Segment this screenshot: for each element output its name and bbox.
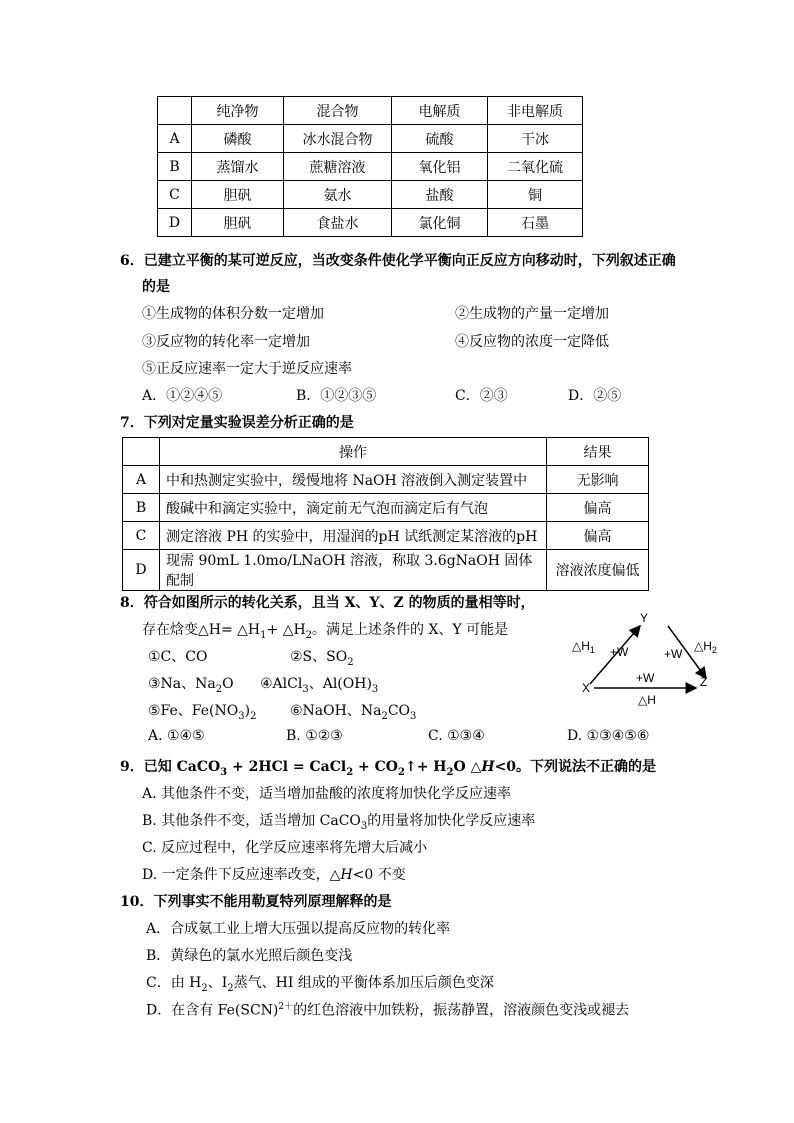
node-x-label: X — [582, 681, 591, 695]
q8-option-a[interactable]: A. ①④⑤ — [148, 728, 205, 744]
table-cell: 石墨 — [488, 209, 583, 237]
q6-option-a[interactable]: A．①②④⑤ — [142, 388, 223, 404]
table-cell: 蔗糖溶液 — [284, 153, 392, 181]
classification-table — [157, 96, 583, 237]
q10-option-d[interactable]: D．在含有 Fe(SCN)$^{2+}$的红色溶液中加铁粉，振荡静置，溶液颜色变浅或褪去 — [146, 1002, 630, 1019]
node-y-label: Y — [640, 611, 649, 625]
table-cell: D — [158, 209, 192, 237]
q8-choice-3: ③Na、$Na_2O$ — [148, 676, 234, 695]
q9-stem: 9．已知 CaCO$_3$ + 2HCl = CaCl$_2$ + $CO_2↑+ H_2O$ △H<0。下列说法不正确的是 — [120, 759, 657, 778]
header-cell — [158, 97, 192, 125]
header-cell: 非电解质 — [488, 97, 583, 125]
table-cell: 中和热测定实验中，缓慢地将 NaOH 溶液倒入测定装置中 — [160, 466, 547, 494]
q6-option-d[interactable]: D．②⑤ — [568, 388, 622, 404]
table-row — [158, 125, 583, 153]
experiment-table — [122, 437, 649, 591]
q6-statement-3: ③反应物的转化率一定增加 — [142, 334, 310, 350]
table-cell: 偏高 — [547, 494, 649, 522]
q10-option-c[interactable]: C．由 $H_2$、$I_2$蒸气、HI 组成的平衡体系加压后颜色变深 — [146, 975, 494, 994]
table-header-row — [123, 438, 649, 466]
w-label-3: +W — [636, 671, 655, 685]
table-cell: C — [158, 181, 192, 209]
q9-option-d[interactable]: D. 一定条件下反应速率改变，△H<0 不变 — [142, 867, 406, 883]
q6-statement-1: ①生成物的体积分数一定增加 — [142, 306, 324, 322]
q8-choice-2: ②S、$SO_2$ — [290, 649, 354, 668]
table-cell: 测定溶液 PH 的实验中，用湿润的pH 试纸测定某溶液的pH — [160, 522, 547, 550]
table-cell: 食盐水 — [284, 209, 392, 237]
table-row — [123, 494, 649, 522]
q8-choice-1: ①C、CO — [148, 649, 208, 665]
header-cell: 电解质 — [392, 97, 488, 125]
header-cell: 纯净物 — [192, 97, 284, 125]
q6-statement-4: ④反应物的浓度一定降低 — [455, 334, 609, 350]
table-row — [123, 550, 649, 591]
q10-option-b[interactable]: B．黄绿色的氯水光照后颜色变浅 — [146, 948, 353, 964]
header-cell: 结果 — [547, 438, 649, 466]
table-cell: 二氧化硫 — [488, 153, 583, 181]
q8-choice-6: ⑥NaOH、$Na_2CO_3$ — [290, 703, 417, 722]
table-cell: 溶液浓度偏低 — [547, 550, 649, 591]
q6-statement-5: ⑤正反应速率一定大于逆反应速率 — [142, 361, 352, 377]
table-row — [123, 522, 649, 550]
q6-stem: 6．已建立平衡的某可逆反应，当改变条件使化学平衡向正反应方向移动时，下列叙述正确 — [120, 253, 676, 269]
header-cell: 操作 — [160, 438, 547, 466]
table-row — [158, 209, 583, 237]
q8-stem-cont: 存在焓变△H= $\triangle H_1+$ $\triangle H_2$。满足上述条件的 X、Y 可能是 — [142, 622, 509, 641]
q6-stem-cont: 的是 — [142, 279, 170, 295]
table-cell: 硫酸 — [392, 125, 488, 153]
table-cell: 现需 90mL 1.0mo/LNaOH 溶液，称取 3.6gNaOH 固体配制 — [160, 550, 547, 591]
q9-option-a[interactable]: A. 其他条件不变，适当增加盐酸的浓度将加快化学反应速率 — [142, 786, 512, 802]
table-cell: B — [123, 494, 160, 522]
table-cell: 干冰 — [488, 125, 583, 153]
conversion-diagram — [568, 606, 728, 706]
table-row — [123, 466, 649, 494]
q9-option-b[interactable]: B. 其他条件不变，适当增加 CaCO$_3$的用量将加快化学反应速率 — [142, 813, 536, 832]
table-cell: C — [123, 522, 160, 550]
table-cell: A — [158, 125, 192, 153]
q6-option-b[interactable]: B．①②③⑤ — [296, 388, 377, 404]
q6-option-c[interactable]: C．②③ — [455, 388, 508, 404]
q10-stem: 10．下列事实不能用勒夏特列原理解释的是 — [120, 894, 392, 910]
table-cell: 蒸馏水 — [192, 153, 284, 181]
header-cell: 混合物 — [284, 97, 392, 125]
q6-statement-2: ②生成物的产量一定增加 — [455, 306, 609, 322]
table-row — [158, 153, 583, 181]
table-cell: 冰水混合物 — [284, 125, 392, 153]
table-cell: 胆矾 — [192, 181, 284, 209]
dh1-label: $\triangle H_1$ — [572, 639, 595, 655]
table-header-row — [158, 97, 583, 125]
q8-option-d[interactable]: D. ①③④⑤⑥ — [567, 728, 650, 744]
q7-stem: 7．下列对定量实验误差分析正确的是 — [120, 415, 354, 431]
table-cell: B — [158, 153, 192, 181]
table-cell: 磷酸 — [192, 125, 284, 153]
header-cell — [123, 438, 160, 466]
table-row — [158, 181, 583, 209]
table-cell: 盐酸 — [392, 181, 488, 209]
table-cell: 偏高 — [547, 522, 649, 550]
w-label-2: +W — [664, 647, 683, 661]
q8-choice-5: ⑤Fe、$Fe(NO_3)_2$ — [148, 703, 257, 722]
dh2-label: $\triangle H_2$ — [694, 639, 717, 655]
node-z-label: Z — [700, 675, 708, 689]
table-cell: 胆矾 — [192, 209, 284, 237]
table-cell: 氧化铝 — [392, 153, 488, 181]
table-cell: 氯化铜 — [392, 209, 488, 237]
q8-stem: 8．符合如图所示的转化关系，且当 X、Y、Z 的物质的量相等时， — [120, 595, 535, 611]
table-cell: 无影响 — [547, 466, 649, 494]
q10-option-a[interactable]: A．合成氨工业上增大压强以提高反应物的转化率 — [146, 921, 451, 937]
w-label-1: +W — [610, 645, 629, 659]
table-cell: 铜 — [488, 181, 583, 209]
dh-label: △H — [638, 693, 656, 706]
q8-choice-4: ④AlCl$_3$、$Al(OH)_3$ — [260, 676, 379, 695]
table-cell: 酸碱中和滴定实验中，滴定前无气泡而滴定后有气泡 — [160, 494, 547, 522]
q8-option-b[interactable]: B. ①②③ — [286, 728, 343, 744]
q8-option-c[interactable]: C. ①③④ — [428, 728, 485, 744]
table-cell: D — [123, 550, 160, 591]
q9-option-c[interactable]: C. 反应过程中，化学反应速率将先增大后减小 — [142, 840, 428, 856]
table-cell: 氨水 — [284, 181, 392, 209]
table-cell: A — [123, 466, 160, 494]
